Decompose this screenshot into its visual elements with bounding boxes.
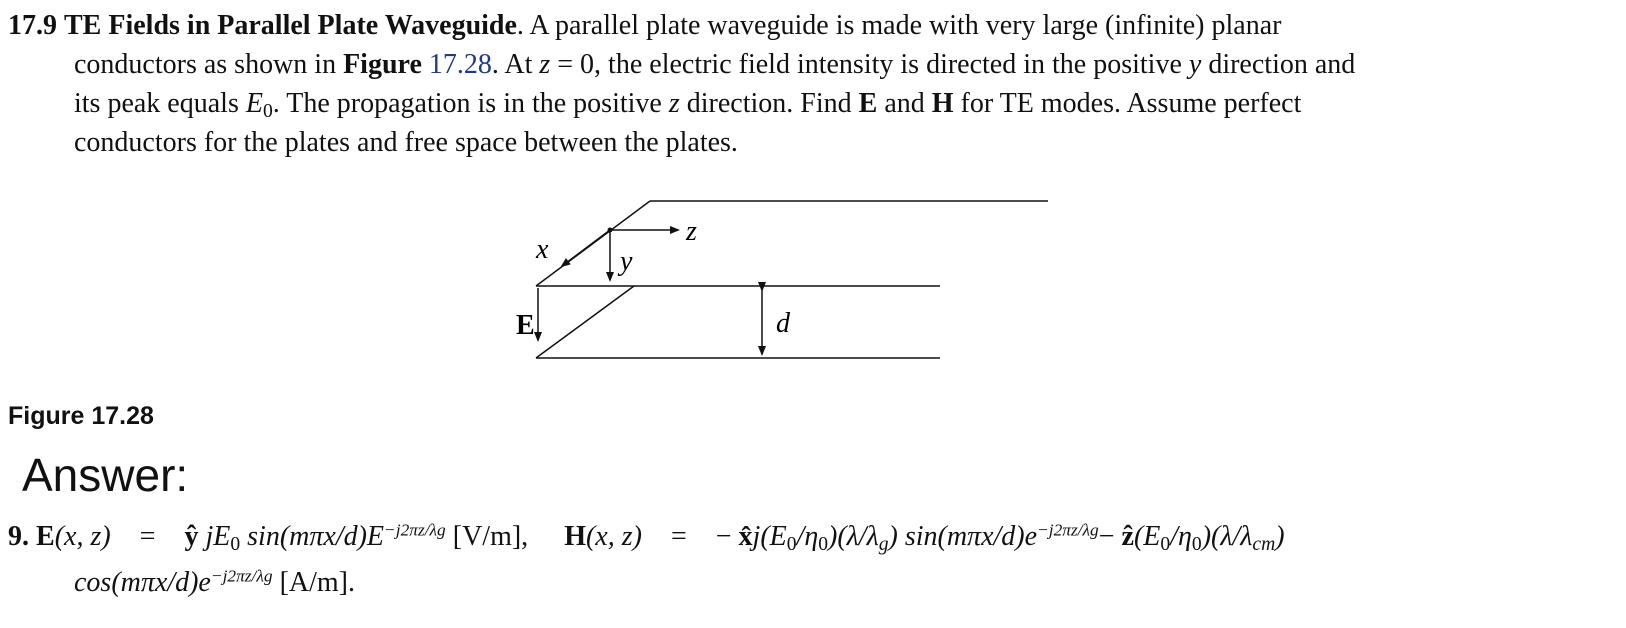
answer-label: Answer: bbox=[22, 449, 189, 501]
math-var: y bbox=[1188, 49, 1202, 80]
math-vector: H bbox=[564, 521, 586, 552]
math-var: z bbox=[539, 49, 551, 80]
math-term: ) sin(mπx/d)e bbox=[888, 521, 1038, 552]
math-vector: E bbox=[858, 88, 878, 119]
math-subscript: 0 bbox=[1191, 533, 1202, 555]
problem-line-3 bbox=[8, 84, 1608, 123]
math-var: E bbox=[245, 88, 263, 119]
math-subscript: 0 bbox=[262, 100, 273, 122]
math-term: ) bbox=[1275, 521, 1285, 552]
figure-caption: Figure 17.28 bbox=[8, 402, 154, 430]
math-minus: − bbox=[1098, 521, 1115, 552]
math-unit-vector: ẑ bbox=[1121, 521, 1134, 552]
math-args: (x, z) bbox=[54, 521, 111, 552]
math-term: )(λ/λ bbox=[828, 521, 879, 552]
figure-reference-link[interactable]: 17.28 bbox=[428, 49, 492, 80]
answer-equation bbox=[8, 514, 1285, 606]
problem-title: TE Fields in Parallel Plate Waveguide bbox=[64, 10, 517, 41]
math-unit-vector: x̂ bbox=[738, 521, 753, 552]
problem-text: . The propagation is in the positive bbox=[272, 88, 669, 119]
math-term: /η bbox=[796, 521, 819, 552]
problem-text: = 0, the electric field intensity is directed in the positive bbox=[550, 49, 1189, 80]
math-exponent: −j2πz/λg bbox=[384, 520, 446, 540]
x-axis-label: x bbox=[536, 234, 549, 265]
math-minus: − bbox=[715, 521, 732, 552]
math-exponent: −j2πz/λg bbox=[1037, 520, 1099, 540]
math-var: z bbox=[668, 88, 680, 119]
answer-line-1 bbox=[8, 514, 1285, 560]
problem-text: . At bbox=[491, 49, 540, 80]
math-args: (x, z) bbox=[585, 521, 642, 552]
math-equals: = bbox=[139, 521, 156, 552]
math-term: (E bbox=[1133, 521, 1161, 552]
math-term: cos(mπx/d)e bbox=[74, 567, 211, 598]
math-term: )(λ/λ bbox=[1201, 521, 1253, 552]
problem-text: and bbox=[877, 88, 932, 119]
problem-text: for TE modes. Assume perfect bbox=[953, 88, 1302, 119]
math-equals: = bbox=[670, 521, 687, 552]
math-subscript: cm bbox=[1252, 533, 1276, 555]
problem-text: direction. Find bbox=[679, 88, 859, 119]
problem-line-2 bbox=[8, 45, 1608, 84]
waveguide-figure bbox=[500, 188, 1060, 368]
answer-line-2 bbox=[8, 560, 1285, 606]
math-subscript: 0 bbox=[786, 533, 797, 555]
y-axis-label: y bbox=[620, 246, 633, 277]
math-vector: H bbox=[931, 88, 954, 119]
math-term: sin(mπx/d)E bbox=[240, 521, 385, 552]
math-unit-vector: ŷ bbox=[184, 521, 199, 552]
math-units: [V/m], bbox=[445, 521, 529, 552]
problem-text: direction and bbox=[1201, 49, 1356, 80]
problem-text: . A parallel plate waveguide is made with very large (infinite) planar bbox=[516, 10, 1282, 41]
figure-reference-word: Figure bbox=[343, 49, 422, 80]
math-vector: E bbox=[36, 521, 55, 552]
separation-label: d bbox=[776, 308, 790, 339]
answer-number: 9. bbox=[8, 521, 29, 552]
problem-text: its peak equals bbox=[74, 88, 246, 119]
math-term: j(E bbox=[752, 521, 787, 552]
problem-line-4: conductors for the plates and free space between the plates. bbox=[74, 127, 738, 158]
problem-statement bbox=[8, 6, 1608, 162]
z-axis-label: z bbox=[686, 216, 697, 247]
math-subscript: 0 bbox=[818, 533, 829, 555]
math-term: /η bbox=[1170, 521, 1192, 552]
problem-line-1 bbox=[8, 6, 1608, 45]
math-subscript: 0 bbox=[1160, 533, 1171, 555]
math-subscript: g bbox=[878, 533, 889, 555]
math-term: jE bbox=[205, 521, 231, 552]
problem-text: conductors as shown in bbox=[74, 49, 344, 80]
problem-number: 17.9 bbox=[8, 10, 57, 41]
x-axis-arrow bbox=[562, 230, 610, 266]
math-subscript: 0 bbox=[230, 533, 241, 555]
math-exponent: −j2πz/λg bbox=[210, 566, 273, 586]
e-field-label: E bbox=[516, 310, 535, 341]
math-units: [A/m]. bbox=[272, 567, 355, 598]
bottom-plate-side-edge bbox=[536, 286, 634, 358]
